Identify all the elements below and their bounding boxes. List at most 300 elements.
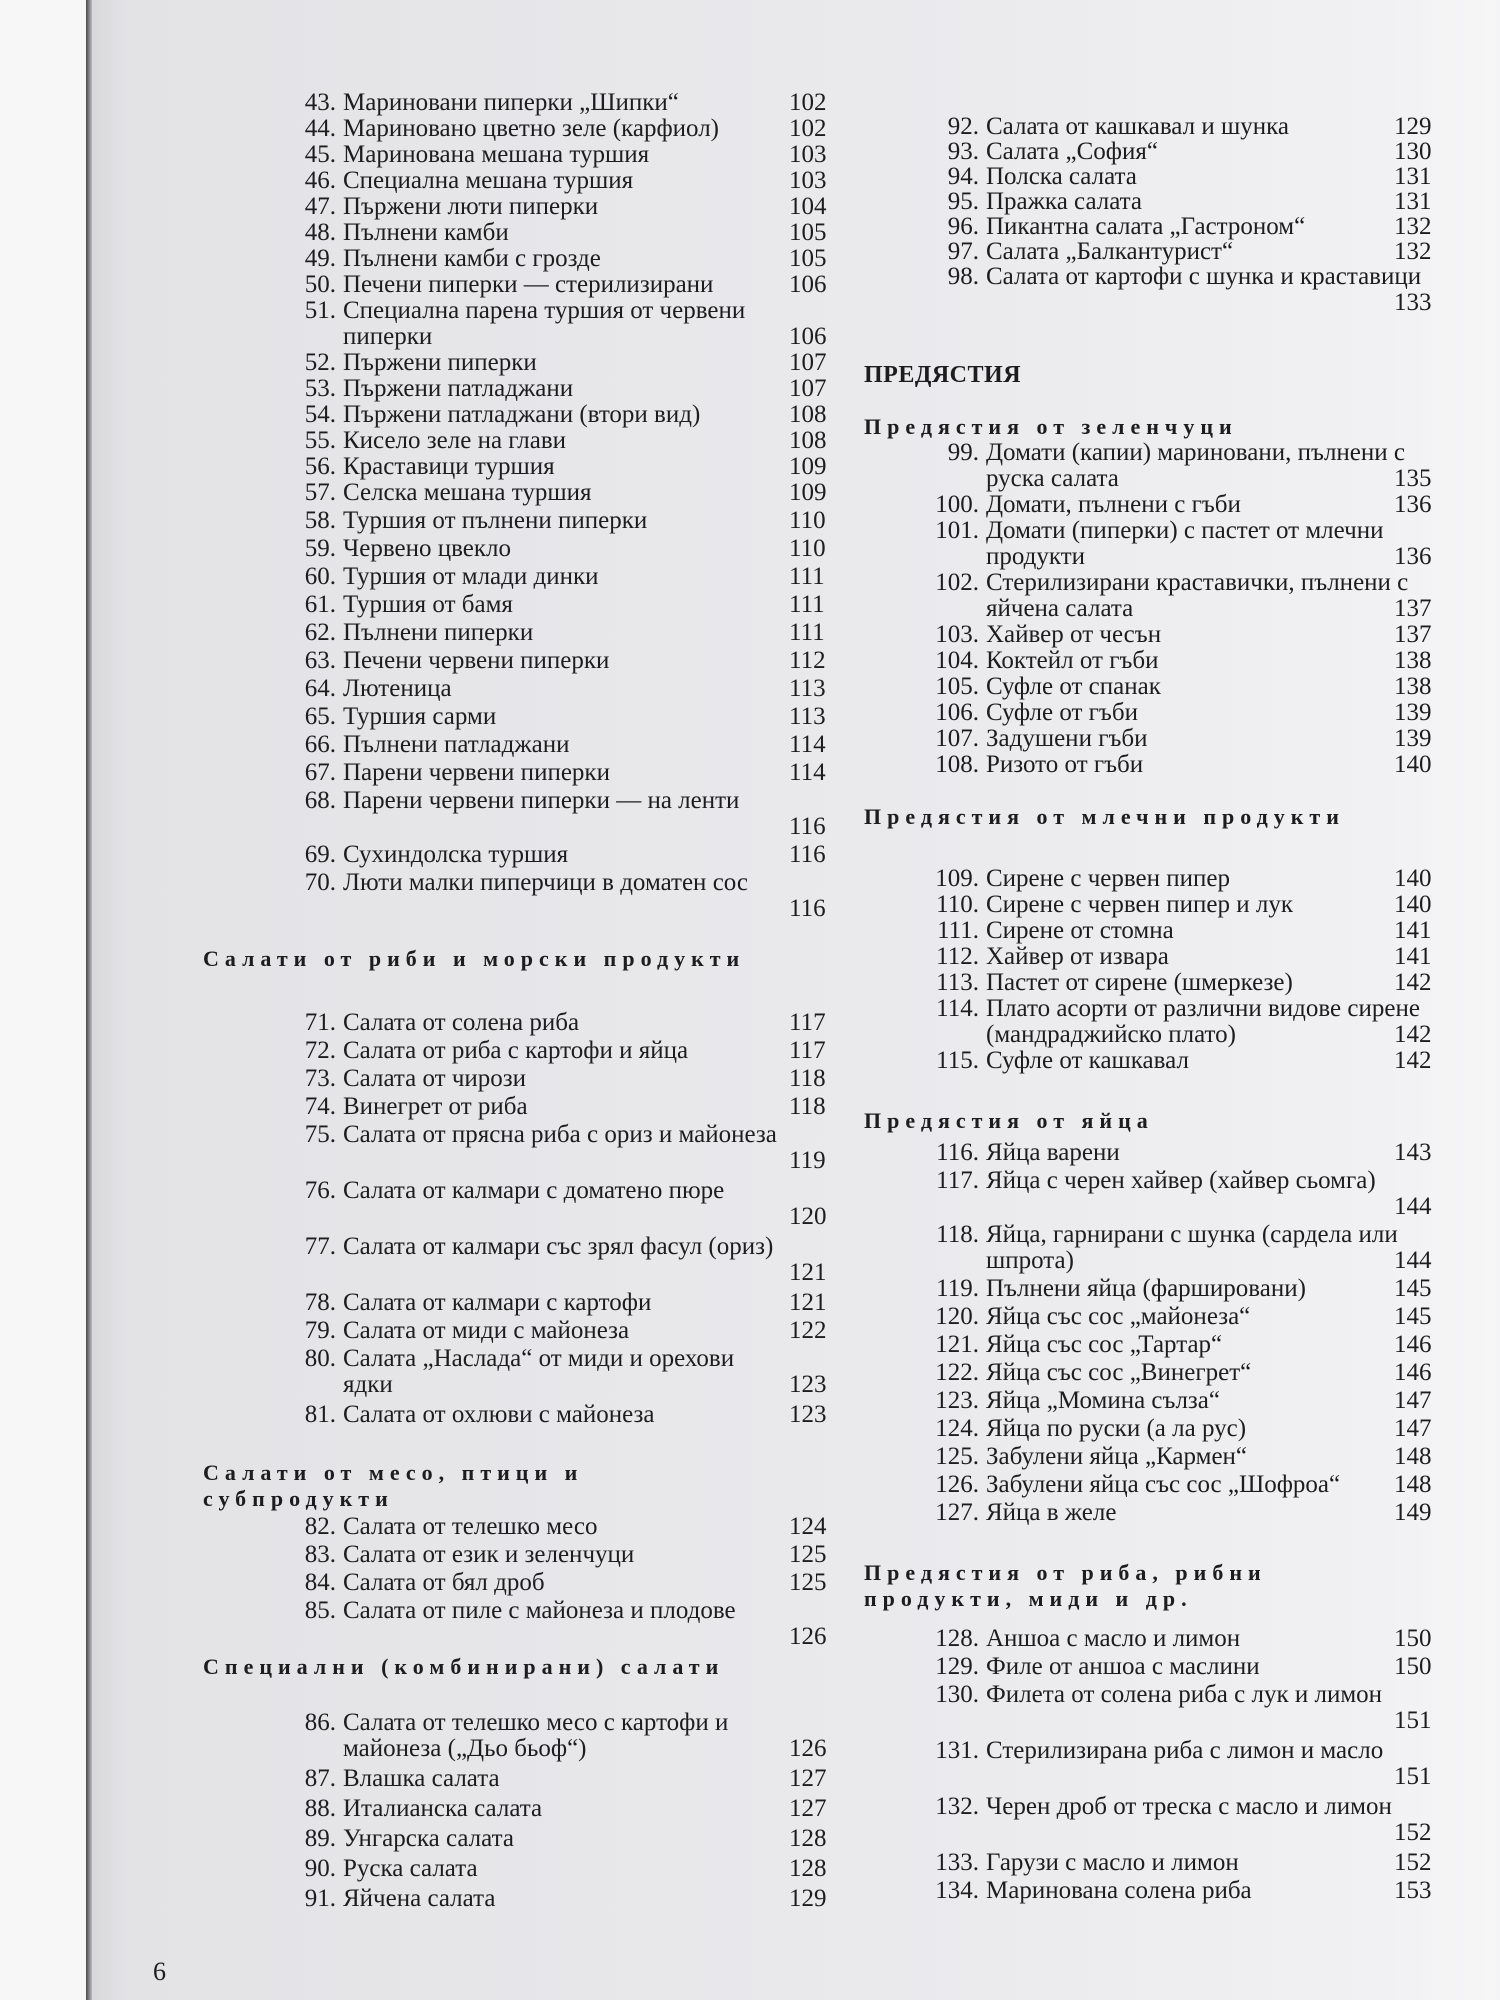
- entry-number: 54.: [304, 401, 336, 428]
- entry-page-number: 103: [789, 141, 827, 168]
- entry-number: 123.: [935, 1387, 979, 1414]
- entry-page-number: 148: [1394, 1443, 1432, 1470]
- entry-page-number: 151: [1394, 1707, 1432, 1734]
- entry-page-number: 128: [789, 1825, 827, 1852]
- toc-entry: [874, 114, 1499, 140]
- entry-number: 134.: [935, 1877, 979, 1904]
- toc-entry: [241, 1122, 836, 1174]
- entry-number: 63.: [304, 647, 336, 674]
- entry-number: 66.: [304, 731, 336, 758]
- entry-number: 95.: [947, 188, 979, 215]
- entry-page-number: 126: [789, 1735, 827, 1762]
- entry-page-number: 141: [1394, 943, 1432, 970]
- entry-page-number: 105: [789, 219, 827, 246]
- entry-title: Салата от телешко месо с картофи и майонеза („Дьо бьоф“): [343, 1709, 729, 1762]
- entry-number: 104.: [935, 647, 979, 674]
- toc-entry: [241, 246, 836, 272]
- entry-page-number: 119: [789, 1147, 826, 1174]
- entry-title: Печени пиперки — стерилизирани: [343, 271, 714, 298]
- entry-page-number: 104: [789, 193, 827, 220]
- entry-number: 121.: [935, 1331, 979, 1358]
- entry-title: Люти малки пиперчици в доматен сос: [343, 869, 749, 896]
- entry-number: 46.: [304, 167, 336, 194]
- entry-page-number: 144: [1394, 1247, 1432, 1274]
- entry-page-number: 107: [789, 349, 827, 376]
- entry-page-number: 117: [789, 1037, 826, 1064]
- toc-entry: [874, 1140, 1499, 1166]
- section-heading: Специални (комбинирани) салати: [203, 1654, 725, 1679]
- entry-page-number: 146: [1394, 1359, 1432, 1386]
- entry-title: Плато асорти от различни видове сирене (мандраджийско плато): [986, 995, 1420, 1048]
- entry-page-number: 116: [789, 895, 826, 922]
- entry-number: 90.: [304, 1855, 336, 1882]
- entry-title: Пастет от сирене (шмеркезе): [986, 969, 1293, 996]
- toc-entry: [874, 1276, 1499, 1302]
- entry-number: 93.: [947, 138, 979, 165]
- entry-page-number: 142: [1394, 969, 1432, 996]
- entry-number: 45.: [304, 141, 336, 168]
- entry-page-number: 122: [789, 1317, 827, 1344]
- toc-entry: [241, 1598, 836, 1650]
- toc-entry: [241, 142, 836, 168]
- entry-number: 125.: [935, 1443, 979, 1470]
- toc-entry: [241, 842, 836, 868]
- entry-number: 108.: [935, 751, 979, 778]
- entry-title: Салата от солена риба: [343, 1009, 580, 1036]
- section-heading: Салати от месо, птици и субпродукти: [203, 1460, 584, 1511]
- entry-page-number: 142: [1394, 1047, 1432, 1074]
- entry-title: Яйца варени: [986, 1139, 1120, 1166]
- entry-title: Салата от прясна риба с ориз и майонеза: [343, 1121, 777, 1148]
- toc-entry: [874, 239, 1499, 265]
- entry-number: 74.: [304, 1093, 336, 1120]
- entry-number: 75.: [304, 1121, 336, 1148]
- entry-page-number: 109: [789, 479, 827, 506]
- toc-entry: [241, 1514, 836, 1540]
- entry-page-number: 111: [789, 619, 825, 646]
- entry-number: 96.: [947, 213, 979, 240]
- entry-title: Салата „Балкантурист“: [986, 238, 1234, 265]
- entry-number: 112.: [936, 943, 979, 970]
- toc-entry: [241, 194, 836, 220]
- entry-page-number: 123: [789, 1401, 827, 1428]
- entry-number: 105.: [935, 673, 979, 700]
- toc-entry: [874, 752, 1499, 778]
- entry-title: Червено цвекло: [343, 535, 511, 562]
- toc-entry: [241, 1402, 836, 1428]
- toc-entry: [874, 1794, 1499, 1846]
- entry-number: 78.: [304, 1289, 336, 1316]
- entry-page-number: 113: [789, 703, 826, 730]
- entry-title: Яйчена салата: [343, 1885, 496, 1912]
- entry-number: 59.: [304, 535, 336, 562]
- entry-title: Маринована мешана туршия: [343, 141, 650, 168]
- entry-title: Салата от риба с картофи и яйца: [343, 1037, 689, 1064]
- entry-number: 103.: [935, 621, 979, 648]
- entry-number: 84.: [304, 1569, 336, 1596]
- toc-entry: [241, 168, 836, 194]
- toc-entry: [241, 272, 836, 298]
- toc-entry: [241, 788, 836, 840]
- toc-entry: [241, 1796, 836, 1822]
- entry-title: Парени червени пиперки: [343, 759, 610, 786]
- entry-title: Туршия от пълнени пиперки: [343, 507, 648, 534]
- entry-page-number: 111: [789, 563, 825, 590]
- toc-entry: [241, 508, 836, 534]
- toc-entry: [241, 1886, 836, 1912]
- toc-entry: [874, 970, 1499, 996]
- entry-number: 55.: [304, 427, 336, 454]
- entry-title: Селска мешана туршия: [343, 479, 592, 506]
- entry-title: Салата „Наслада“ от миди и орехови ядки: [343, 1345, 735, 1398]
- entry-title: Печени червени пиперки: [343, 647, 610, 674]
- entry-number: 111.: [937, 917, 979, 944]
- entry-title: Мариновано цветно зеле (карфиол): [343, 115, 720, 142]
- entry-number: 81.: [304, 1401, 336, 1428]
- toc-entry: [874, 518, 1499, 570]
- entry-title: Домати, пълнени с гъби: [986, 491, 1241, 518]
- entry-page-number: 123: [789, 1371, 827, 1398]
- entry-number: 58.: [304, 507, 336, 534]
- toc-entry: [241, 1570, 836, 1596]
- entry-number: 127.: [935, 1499, 979, 1526]
- entry-page-number: 130: [1394, 138, 1432, 165]
- entry-title: Сирене с червен пипер и лук: [986, 891, 1294, 918]
- entry-page-number: 113: [789, 675, 826, 702]
- entry-page-number: 111: [789, 591, 825, 618]
- entry-number: 110.: [936, 891, 979, 918]
- toc-entry: [241, 1234, 836, 1286]
- entry-title: Туршия сарми: [343, 703, 497, 730]
- entry-page-number: 129: [789, 1885, 827, 1912]
- entry-number: 128.: [935, 1625, 979, 1652]
- entry-number: 87.: [304, 1765, 336, 1792]
- entry-title: Стерилизирана риба с лимон и масло: [986, 1737, 1384, 1764]
- section-heading: Салати от риби и морски продукти: [203, 946, 746, 971]
- toc-entry: [874, 918, 1499, 944]
- entry-number: 132.: [935, 1793, 979, 1820]
- entry-page-number: 138: [1394, 647, 1432, 674]
- entry-number: 85.: [304, 1597, 336, 1624]
- entry-title: Салата от охлюви с майонеза: [343, 1401, 655, 1428]
- toc-entry: [241, 1710, 836, 1762]
- entry-page-number: 102: [789, 89, 827, 116]
- entry-title: Пълнени яйца (фаршировани): [986, 1275, 1306, 1302]
- toc-entry: [874, 440, 1499, 492]
- entry-title: Пържени патладжани: [343, 375, 574, 402]
- entry-page-number: 140: [1394, 751, 1432, 778]
- entry-number: 113.: [936, 969, 979, 996]
- entry-title: Яйца със сос „майонеза“: [986, 1303, 1251, 1330]
- background-surface: [0, 0, 90, 2000]
- toc-entry: [241, 116, 836, 142]
- entry-number: 124.: [935, 1415, 979, 1442]
- entry-page-number: 124: [789, 1513, 827, 1540]
- entry-title: Пържени патладжани (втори вид): [343, 401, 701, 428]
- entry-title: Забулени яйца „Кармен“: [986, 1443, 1248, 1470]
- entry-title: Пълнени камби: [343, 219, 509, 246]
- entry-number: 82.: [304, 1513, 336, 1540]
- toc-entry: [241, 454, 836, 480]
- toc-entry: [874, 1654, 1499, 1680]
- entry-page-number: 116: [789, 813, 826, 840]
- entry-page-number: 108: [789, 401, 827, 428]
- entry-page-number: 131: [1394, 163, 1432, 190]
- entry-page-number: 142: [1394, 1021, 1432, 1048]
- entry-title: Туршия от млади динки: [343, 563, 599, 590]
- toc-entry: [874, 164, 1499, 190]
- entry-title: Салата от бял дроб: [343, 1569, 545, 1596]
- entry-title: Салата от калмари с картофи: [343, 1289, 652, 1316]
- entry-title: Влашка салата: [343, 1765, 500, 1792]
- entry-page-number: 110: [789, 535, 826, 562]
- toc-entry: [241, 1290, 836, 1316]
- entry-page-number: 136: [1394, 491, 1432, 518]
- entry-title: Полска салата: [986, 163, 1137, 190]
- entry-title: Филе от аншоа с маслини: [986, 1653, 1260, 1680]
- toc-entry: [241, 1094, 836, 1120]
- entry-page-number: 133: [1394, 289, 1432, 316]
- entry-title: Яйца в желе: [986, 1499, 1117, 1526]
- toc-entry: [874, 866, 1499, 892]
- entry-page-number: 105: [789, 245, 827, 272]
- toc-entry: [241, 350, 836, 376]
- entry-number: 56.: [304, 453, 336, 480]
- toc-entry: [874, 1850, 1499, 1876]
- entry-title: Салата от миди с майонеза: [343, 1317, 630, 1344]
- entry-page-number: 150: [1394, 1625, 1432, 1652]
- entry-title: Салата от картофи с шунка и краставици: [986, 263, 1422, 290]
- toc-entry: [241, 536, 836, 562]
- entry-number: 97.: [947, 238, 979, 265]
- entry-title: Домати (капии) мариновани, пълнени с руска салата: [986, 439, 1405, 492]
- entry-title: Пражка салата: [986, 188, 1143, 215]
- entry-number: 98.: [947, 263, 979, 290]
- entry-number: 80.: [304, 1345, 336, 1372]
- entry-title: Яйца с черен хайвер (хайвер сьомга): [986, 1167, 1376, 1194]
- entry-number: 49.: [304, 245, 336, 272]
- chapter-heading: ПРЕДЯСТИЯ: [864, 362, 1022, 388]
- toc-entry: [241, 704, 836, 730]
- toc-entry: [241, 1178, 836, 1230]
- entry-number: 89.: [304, 1825, 336, 1852]
- entry-number: 94.: [947, 163, 979, 190]
- entry-number: 133.: [935, 1849, 979, 1876]
- entry-page-number: 139: [1394, 725, 1432, 752]
- entry-page-number: 121: [789, 1259, 827, 1286]
- toc-entry: [874, 726, 1499, 752]
- toc-entry: [241, 732, 836, 758]
- entry-page-number: 112: [789, 647, 826, 674]
- entry-title: Парени червени пиперки — на ленти: [343, 787, 740, 814]
- entry-title: Суфле от спанак: [986, 673, 1161, 700]
- entry-title: Яйца „Момина сълза“: [986, 1387, 1220, 1414]
- entry-number: 65.: [304, 703, 336, 730]
- toc-entry: [241, 592, 836, 618]
- entry-number: 77.: [304, 1233, 336, 1260]
- section-heading: Предястия от яйца: [864, 1108, 1154, 1133]
- entry-page-number: 147: [1394, 1387, 1432, 1414]
- entry-number: 130.: [935, 1681, 979, 1708]
- toc-entry: [874, 189, 1499, 215]
- entry-page-number: 120: [789, 1203, 827, 1230]
- entry-page-number: 108: [789, 427, 827, 454]
- entry-page-number: 114: [789, 759, 826, 786]
- entry-number: 119.: [936, 1275, 979, 1302]
- entry-number: 120.: [935, 1303, 979, 1330]
- toc-entry: [874, 570, 1499, 622]
- book-page: [86, 0, 1496, 2000]
- entry-page-number: 102: [789, 115, 827, 142]
- entry-number: 92.: [947, 113, 979, 140]
- entry-title: Яйца със сос „Тартар“: [986, 1331, 1223, 1358]
- entry-page-number: 147: [1394, 1415, 1432, 1442]
- entry-number: 79.: [304, 1317, 336, 1344]
- entry-page-number: 125: [789, 1541, 827, 1568]
- toc-entry: [874, 700, 1499, 726]
- entry-number: 52.: [304, 349, 336, 376]
- entry-title: Хайвер от извара: [986, 943, 1169, 970]
- entry-page-number: 151: [1394, 1763, 1432, 1790]
- entry-page-number: 143: [1394, 1139, 1432, 1166]
- entry-number: 72.: [304, 1037, 336, 1064]
- entry-page-number: 148: [1394, 1471, 1432, 1498]
- entry-page-number: 141: [1394, 917, 1432, 944]
- toc-entry: [241, 1826, 836, 1852]
- toc-entry: [874, 1416, 1499, 1442]
- toc-entry: [241, 1010, 836, 1036]
- entry-number: 51.: [304, 297, 336, 324]
- entry-title: Специална мешана туршия: [343, 167, 634, 194]
- toc-entry: [241, 402, 836, 428]
- toc-entry: [874, 1048, 1499, 1074]
- entry-number: 122.: [935, 1359, 979, 1386]
- toc-entry: [874, 648, 1499, 674]
- toc-entry: [874, 1168, 1499, 1220]
- entry-number: 43.: [304, 89, 336, 116]
- toc-entry: [241, 1066, 836, 1092]
- toc-entry: [874, 139, 1499, 165]
- entry-number: 109.: [935, 865, 979, 892]
- toc-entry: [874, 1626, 1499, 1652]
- entry-number: 71.: [304, 1009, 336, 1036]
- entry-title: Италианска салата: [343, 1795, 543, 1822]
- entry-number: 61.: [304, 591, 336, 618]
- toc-entry: [874, 944, 1499, 970]
- entry-number: 114.: [936, 995, 979, 1022]
- entry-page-number: 106: [789, 271, 827, 298]
- entry-title: Забулени яйца със сос „Шофроа“: [986, 1471, 1341, 1498]
- entry-page-number: 150: [1394, 1653, 1432, 1680]
- toc-entry: [874, 1444, 1499, 1470]
- entry-title: Черен дроб от треска с масло и лимон: [986, 1793, 1392, 1820]
- entry-page-number: 137: [1394, 595, 1432, 622]
- entry-title: Салата от калмари с доматено пюре: [343, 1177, 725, 1204]
- entry-page-number: 103: [789, 167, 827, 194]
- entry-title: Салата от телешко месо: [343, 1513, 598, 1540]
- entry-title: Лютеница: [343, 675, 452, 702]
- entry-title: Салата от пиле с майонеза и плодове: [343, 1597, 736, 1624]
- toc-entry: [874, 996, 1499, 1048]
- toc-entry: [874, 1332, 1499, 1358]
- toc-entry: [874, 1388, 1499, 1414]
- toc-entry: [241, 760, 836, 786]
- entry-title: Салата от кашкавал и шунка: [986, 113, 1289, 140]
- entry-page-number: 117: [789, 1009, 826, 1036]
- entry-title: Винегрет от риба: [343, 1093, 528, 1120]
- entry-title: Специална парена туршия от червени пиперки: [343, 297, 746, 350]
- entry-number: 102.: [935, 569, 979, 596]
- entry-title: Салата „София“: [986, 138, 1158, 165]
- entry-title: Мариновани пиперки „Шипки“: [343, 89, 679, 116]
- section-heading: Предястия от зеленчуци: [864, 414, 1238, 439]
- toc-entry: [874, 1222, 1499, 1274]
- entry-page-number: 127: [789, 1795, 827, 1822]
- entry-page-number: 109: [789, 453, 827, 480]
- entry-number: 107.: [935, 725, 979, 752]
- toc-entry: [874, 1682, 1499, 1734]
- entry-number: 88.: [304, 1795, 336, 1822]
- toc-entry: [874, 1738, 1499, 1790]
- entry-page-number: 132: [1394, 238, 1432, 265]
- entry-page-number: 118: [789, 1093, 826, 1120]
- entry-number: 53.: [304, 375, 336, 402]
- entry-title: Пълнени пиперки: [343, 619, 534, 646]
- entry-title: Руска салата: [343, 1855, 478, 1882]
- entry-page-number: 125: [789, 1569, 827, 1596]
- entry-title: Краставици туршия: [343, 453, 555, 480]
- entry-page-number: 153: [1394, 1877, 1432, 1904]
- entry-page-number: 129: [1394, 113, 1432, 140]
- entry-number: 129.: [935, 1653, 979, 1680]
- entry-title: Суфле от гъби: [986, 699, 1138, 726]
- entry-page-number: 135: [1394, 465, 1432, 492]
- entry-number: 73.: [304, 1065, 336, 1092]
- entry-page-number: 114: [789, 731, 826, 758]
- toc-entry: [241, 1038, 836, 1064]
- toc-entry: [874, 264, 1499, 316]
- entry-number: 106.: [935, 699, 979, 726]
- entry-title: Салата от език и зеленчуци: [343, 1541, 635, 1568]
- entry-number: 101.: [935, 517, 979, 544]
- entry-page-number: 128: [789, 1855, 827, 1882]
- entry-number: 47.: [304, 193, 336, 220]
- entry-title: Гарузи с масло и лимон: [986, 1849, 1239, 1876]
- entry-page-number: 131: [1394, 188, 1432, 215]
- toc-entry: [874, 892, 1499, 918]
- entry-title: Маринована солена риба: [986, 1877, 1252, 1904]
- entry-title: Туршия от бамя: [343, 591, 513, 618]
- entry-page-number: 152: [1394, 1849, 1432, 1876]
- entry-title: Салата от калмари със зрял фасул (ориз): [343, 1233, 774, 1260]
- page-number: 6: [153, 1957, 166, 1986]
- entry-page-number: 126: [789, 1623, 827, 1650]
- entry-title: Унгарска салата: [343, 1825, 514, 1852]
- toc-entry: [874, 1304, 1499, 1330]
- entry-page-number: 127: [789, 1765, 827, 1792]
- entry-number: 131.: [935, 1737, 979, 1764]
- entry-page-number: 137: [1394, 621, 1432, 648]
- entry-page-number: 146: [1394, 1331, 1432, 1358]
- entry-title: Яйца, гарнирани с шунка (сардела или шпрота): [986, 1221, 1398, 1274]
- entry-title: Хайвер от чесън: [986, 621, 1162, 648]
- entry-number: 50.: [304, 271, 336, 298]
- entry-title: Стерилизирани краставички, пълнени с яйчена салата: [986, 569, 1409, 622]
- entry-page-number: 107: [789, 375, 827, 402]
- entry-number: 100.: [935, 491, 979, 518]
- toc-entry: [874, 1878, 1499, 1904]
- entry-page-number: 140: [1394, 865, 1432, 892]
